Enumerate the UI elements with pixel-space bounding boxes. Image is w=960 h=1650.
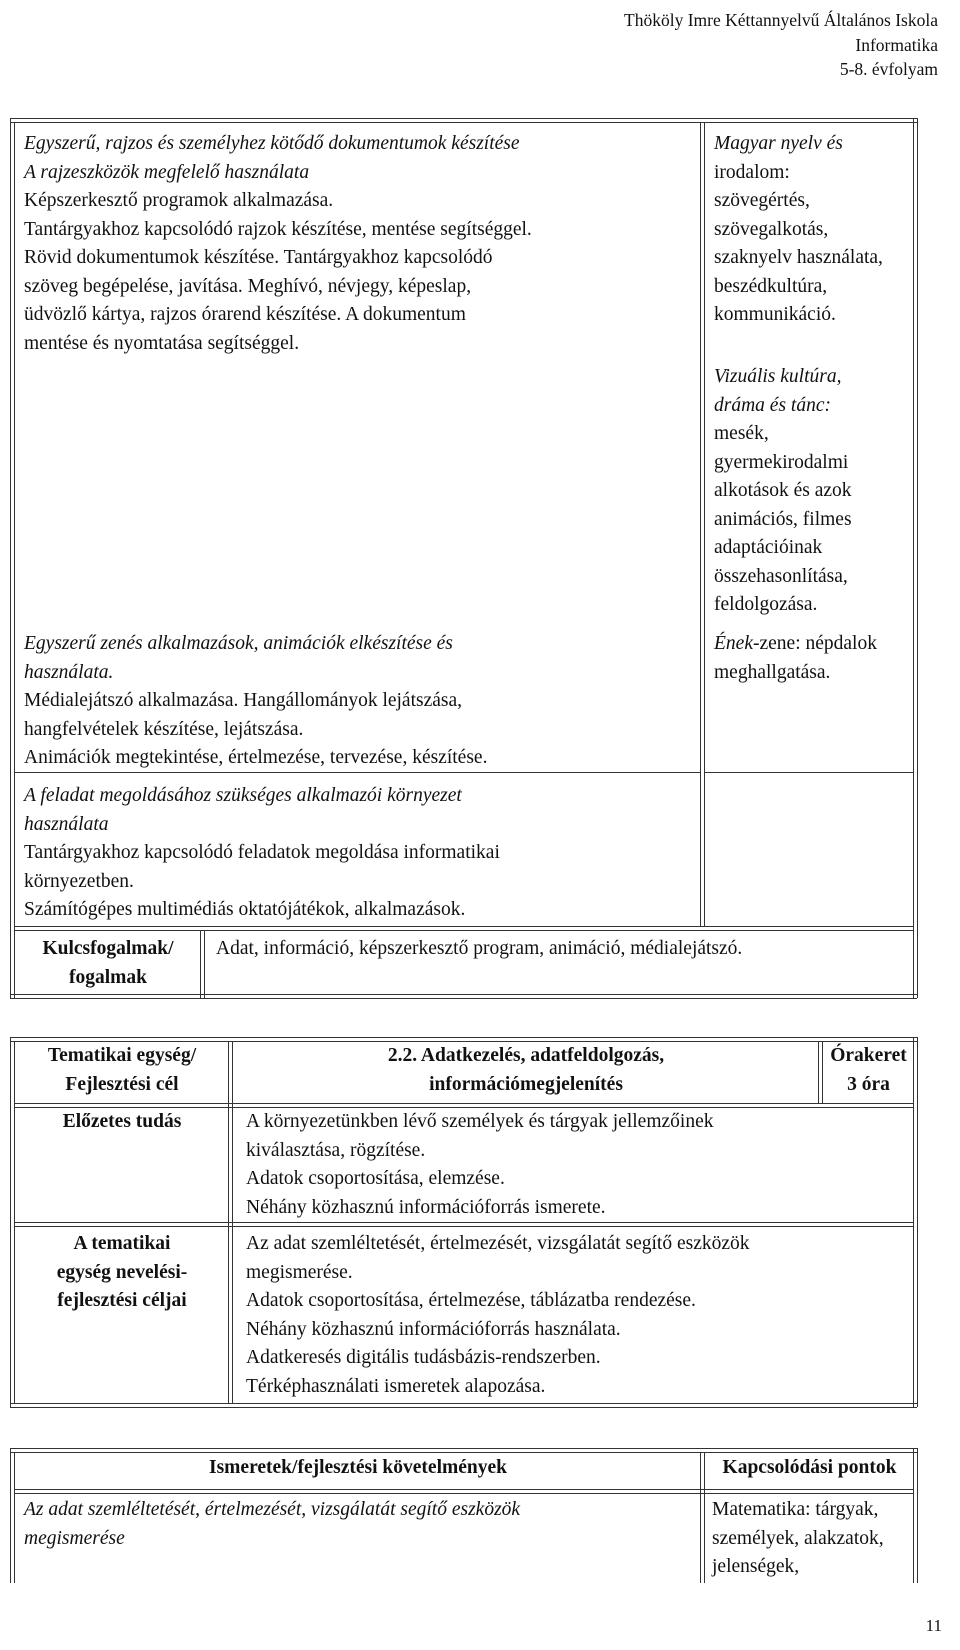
- block-3-line: környezetben.: [24, 870, 134, 892]
- block-1-line: Képszerkesztő programok alkalmazása.: [24, 190, 334, 211]
- unit-title: [234, 1042, 818, 1099]
- block-1-line: mentése és nyomtatása segítséggel.: [24, 332, 300, 354]
- unit-label-1: Tematikai egység/: [47, 1045, 197, 1066]
- links-1-line: szövegalkotás,: [714, 218, 829, 240]
- block-1-title-2: A rajzeszközök megfelelő használata: [24, 161, 310, 183]
- links-1-line: irodalom:: [714, 161, 790, 183]
- links-1-line: kommunikáció.: [714, 304, 836, 325]
- links-2-line: adaptációinak: [714, 537, 823, 558]
- prior-line: Néhány közhasznú információforrás ismerete.: [246, 1196, 606, 1218]
- block-3-title-2: használata: [24, 813, 109, 835]
- links-1-title: Magyar nyelv és: [714, 133, 843, 154]
- links-block-3: [714, 630, 877, 687]
- goals-label-2: egység nevelési-: [56, 1261, 188, 1283]
- goals-line: Térképhasználati ismeretek alapozása.: [246, 1375, 546, 1397]
- connections-text: [712, 1496, 884, 1582]
- goals-line: Adatkeresés digitális tudásbázis-rendszerben.: [246, 1347, 601, 1368]
- block-3-line: Számítógépes multimédiás oktatójátékok, alkalmazások.: [24, 899, 466, 920]
- skills-block-1: [24, 130, 532, 358]
- goals-label-3: fejlesztési céljai: [57, 1290, 187, 1311]
- prior-knowledge-text: [246, 1108, 713, 1222]
- block-1-line: Tantárgyakhoz kapcsolódó rajzok készítése, mentése segítséggel.: [24, 218, 532, 240]
- unit-label: [16, 1042, 228, 1099]
- prior-line: Adatok csoportosítása, elemzése.: [246, 1168, 505, 1189]
- skills-block-2: [24, 630, 487, 773]
- links-3-line-2: meghallgatása.: [714, 661, 831, 683]
- goals-line: Az adat szemléltetését, értelmezését, vizsgálatát segítő eszközök: [246, 1233, 750, 1254]
- unit-title-1: 2.2. Adatkezelés, adatfeldolgozás,: [387, 1045, 665, 1066]
- block-1-line: szöveg begépelése, javítása. Meghívó, névjegy, képeslap,: [24, 275, 472, 297]
- links-block-2: [714, 363, 852, 620]
- goals-label-1: A tematikai: [73, 1233, 171, 1254]
- links-2-line: mesék,: [714, 423, 769, 444]
- page-number: 11: [925, 1616, 942, 1635]
- connections-line: jelenségek,: [712, 1556, 800, 1577]
- links-2-line: alkotások és azok: [714, 480, 852, 501]
- block-3-line: Tantárgyakhoz kapcsolódó feladatok megoldása informatikai: [24, 842, 500, 863]
- requirements-text: [24, 1496, 520, 1553]
- skills-block-3: [24, 782, 500, 925]
- goals-line: Adatok csoportosítása, értelmezése, táblázatba rendezése.: [246, 1290, 696, 1311]
- requirements-header: Ismeretek/fejlesztési követelmények: [209, 1457, 507, 1478]
- block-2-line: Animációk megtekintése, értelmezése, tervezése, készítése.: [24, 747, 488, 768]
- page-header: [624, 8, 938, 82]
- hours-label: Órakeret: [830, 1045, 907, 1066]
- goals-line: megismerése.: [246, 1261, 353, 1283]
- block-2-line: Médialejátszó alkalmazása. Hangállományok lejátszása,: [24, 690, 463, 711]
- block-3-title-1: A feladat megoldásához szükséges alkalmazói környezet: [24, 785, 462, 806]
- block-2-title-2: használata.: [24, 661, 114, 683]
- block-2-title-1: Egyszerű zenés alkalmazások, animációk elkészítése és: [24, 633, 453, 654]
- unit-title-2: információmegjelenítés: [429, 1073, 623, 1095]
- links-2-line: animációs, filmes: [714, 508, 852, 530]
- prior-knowledge-label: Előzetes tudás: [62, 1111, 182, 1132]
- hours-cell: [824, 1042, 913, 1099]
- requirements-line-1: Az adat szemléltetését, értelmezését, vizsgálatát segítő eszközök: [24, 1499, 521, 1520]
- links-2-line: összehasonlítása,: [714, 565, 848, 587]
- links-block-1: [714, 130, 883, 330]
- links-2-line: feldolgozása.: [714, 594, 818, 615]
- grade-range: 5-8. évfolyam: [839, 59, 938, 79]
- goals-line: Néhány közhasznú információforrás használata.: [246, 1318, 621, 1340]
- goals-label: [16, 1230, 228, 1316]
- keywords-label: [16, 935, 200, 992]
- links-3-title: Ének: [714, 633, 753, 654]
- subject-name: Informatika: [855, 34, 938, 55]
- goals-text: [246, 1230, 750, 1401]
- block-2-line: hangfelvételek készítése, lejátszása.: [24, 718, 304, 740]
- links-2-title-2: dráma és tánc:: [714, 394, 831, 416]
- connections-header: Kapcsolódási pontok: [722, 1457, 897, 1478]
- keywords-label-1: Kulcsfogalmak/: [42, 938, 174, 959]
- links-1-line: beszédkultúra,: [714, 275, 828, 297]
- links-1-line: szövegértés,: [714, 190, 810, 211]
- connections-line: személyek, alakzatok,: [712, 1527, 884, 1549]
- school-name: Thököly Imre Kéttannyelvű Általános Iskola: [624, 10, 938, 30]
- prior-line: kiválasztása, rögzítése.: [246, 1139, 426, 1161]
- requirements-line-2: megismerése: [24, 1527, 125, 1549]
- links-2-line: gyermekirodalmi: [714, 451, 849, 473]
- hours-value: 3 óra: [847, 1073, 890, 1095]
- prior-line: A környezetünkben lévő személyek és tárgyak jellemzőinek: [246, 1111, 714, 1132]
- links-2-title-1: Vizuális kultúra,: [714, 366, 842, 387]
- unit-label-2: Fejlesztési cél: [65, 1073, 179, 1095]
- keywords-label-2: fogalmak: [69, 966, 147, 988]
- block-1-line: Rövid dokumentumok készítése. Tantárgyakhoz kapcsolódó: [24, 247, 493, 268]
- block-1-title-1: Egyszerű, rajzos és személyhez kötődő dokumentumok készítése: [24, 133, 520, 154]
- connections-line: Matematika: tárgyak,: [712, 1499, 879, 1520]
- keywords-text: Adat, információ, képszerkesztő program, animáció, médialejátszó.: [216, 938, 743, 959]
- block-1-line: üdvözlő kártya, rajzos órarend készítése. A dokumentum: [24, 304, 466, 325]
- links-3-rest: -zene: népdalok: [752, 633, 877, 654]
- links-1-line: szaknyelv használata,: [714, 247, 883, 268]
